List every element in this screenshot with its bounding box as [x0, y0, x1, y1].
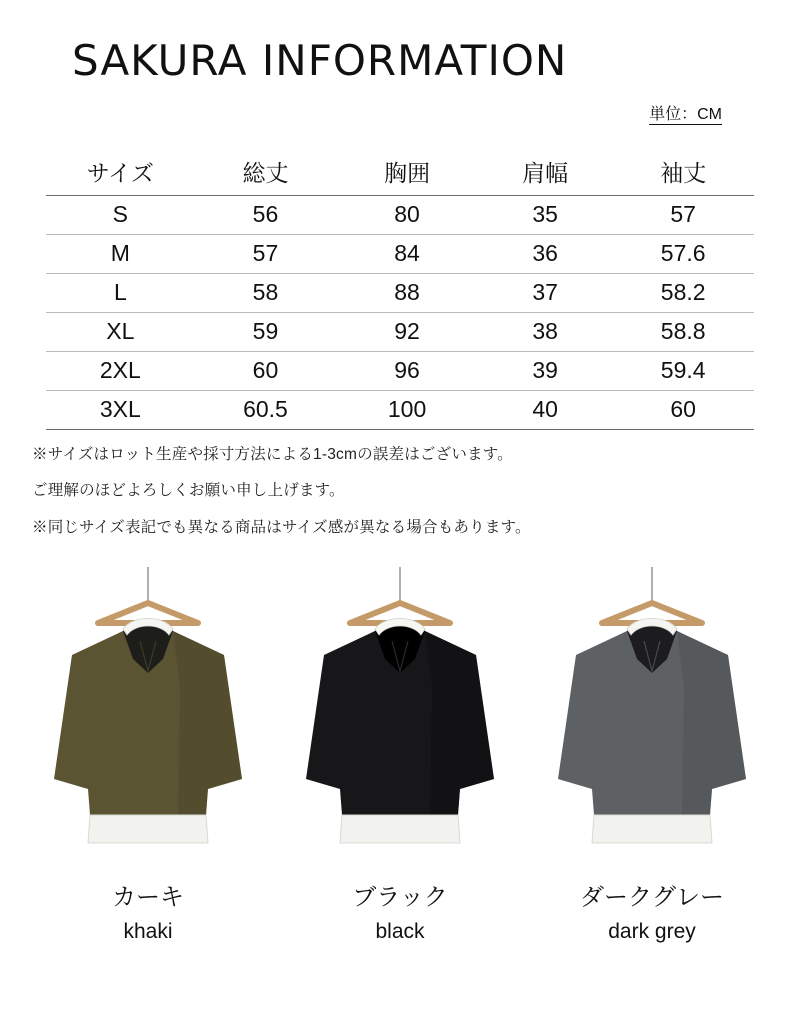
- cell-shoulder: 38: [478, 313, 613, 352]
- cell-size: M: [46, 235, 195, 274]
- cell-sleeve: 59.4: [612, 352, 754, 391]
- cell-size: XL: [46, 313, 195, 352]
- size-table-head: [46, 150, 754, 196]
- cell-sleeve: 57: [612, 196, 754, 235]
- product-name-jp-black: ブラック: [352, 883, 448, 912]
- product-image-black: [280, 567, 520, 867]
- table-row: [46, 235, 754, 274]
- cell-size: 2XL: [46, 352, 195, 391]
- cell-bust: 84: [336, 235, 478, 274]
- product-name-en-khaki: khaki: [123, 920, 173, 944]
- cell-length: 59: [195, 313, 337, 352]
- notes-section: [0, 430, 800, 539]
- table-header-row: [46, 150, 754, 196]
- cell-bust: 96: [336, 352, 478, 391]
- product-color-gallery: [0, 553, 800, 944]
- size-table-container: [0, 124, 800, 430]
- product-variant-black[interactable]: [280, 567, 520, 944]
- cell-length: 57: [195, 235, 337, 274]
- column-header-bust: 胸囲: [336, 150, 478, 196]
- column-header-length: 総丈: [195, 150, 337, 196]
- cell-sleeve: 58.8: [612, 313, 754, 352]
- cell-bust: 100: [336, 391, 478, 430]
- unit-note-text: 単位：CM: [649, 106, 722, 123]
- table-row: [46, 352, 754, 391]
- column-header-sleeve: 袖丈: [612, 150, 754, 196]
- cell-sleeve: 60: [612, 391, 754, 430]
- cell-shoulder: 40: [478, 391, 613, 430]
- product-name-en-black: black: [375, 920, 425, 944]
- cell-length: 60.5: [195, 391, 337, 430]
- cell-sleeve: 57.6: [612, 235, 754, 274]
- note-understanding: ご理解のほどよろしくお願い申し上げます。: [32, 482, 345, 500]
- shirt-illustration-black: [280, 567, 520, 867]
- cell-bust: 88: [336, 274, 478, 313]
- page-title: SAKURA INFORMATION: [72, 36, 568, 85]
- product-image-khaki: [28, 567, 268, 867]
- shirt-illustration-khaki: [28, 567, 268, 867]
- product-image-dark-grey: [532, 567, 772, 867]
- cell-length: 58: [195, 274, 337, 313]
- product-name-jp-dark-grey: ダークグレー: [580, 883, 724, 912]
- table-row: [46, 313, 754, 352]
- column-header-shoulder: 肩幅: [478, 150, 613, 196]
- cell-sleeve: 58.2: [612, 274, 754, 313]
- shirt-illustration-dark-grey: [532, 567, 772, 867]
- column-header-size: サイズ: [46, 150, 195, 196]
- cell-length: 56: [195, 196, 337, 235]
- cell-shoulder: 39: [478, 352, 613, 391]
- cell-size: L: [46, 274, 195, 313]
- cell-bust: 80: [336, 196, 478, 235]
- cell-size: 3XL: [46, 391, 195, 430]
- table-row: [46, 274, 754, 313]
- size-table-body: [46, 196, 754, 430]
- product-variant-khaki[interactable]: [28, 567, 268, 944]
- table-row: [46, 391, 754, 430]
- cell-shoulder: 36: [478, 235, 613, 274]
- note-size-variation: ※同じサイズ表記でも異なる商品はサイズ感が異なる場合もあります。: [32, 518, 531, 536]
- size-table: [46, 150, 754, 430]
- cell-size: S: [46, 196, 195, 235]
- unit-note: [0, 85, 800, 124]
- cell-shoulder: 35: [478, 196, 613, 235]
- product-name-en-dark-grey: dark grey: [608, 920, 696, 944]
- product-name-jp-khaki: カーキ: [112, 883, 184, 912]
- note-measurement-tolerance: ※サイズはロット生産や採寸方法による1-3cmの誤差はございます。: [32, 446, 513, 463]
- cell-shoulder: 37: [478, 274, 613, 313]
- cell-length: 60: [195, 352, 337, 391]
- product-variant-dark-grey[interactable]: [532, 567, 772, 944]
- cell-bust: 92: [336, 313, 478, 352]
- table-row: [46, 196, 754, 235]
